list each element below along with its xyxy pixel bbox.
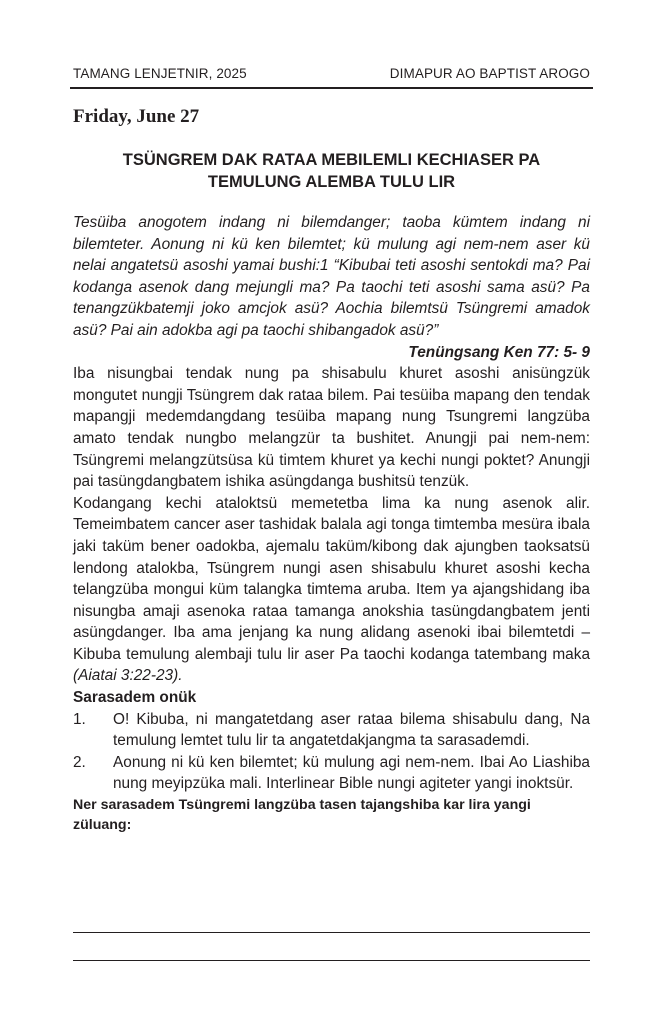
header-organization: DIMAPUR AO BAPTIST AROGO <box>389 66 590 81</box>
paragraph-2-text: Kodangang kechi ataloktsü memetetba lima ka nung asenok alir. Temeimbatem cancer aser tashidak balala agi tonga timtemba mesüra ibala jaki taküm bener oadokba, ajemalu taküm/kibong dak ajungben taoksatsü lendong atalokba, Tsüngrem nungi asen shisabulu khuret asoshi kecha telangzüba mongui küm talangka timtema aruba. Item ya ajangshidang iba nisungba amaji asenoka rataa tamanga anokshia tasüngdangbatem jenti asüngdanger. Iba ama jenjang ka nung alidang asenoki ibai bilemtetdi – Kibuba temulung alembaji tulu lir aser Pa taochi kodanga tatembang maka <box>73 494 590 663</box>
list-item <box>73 709 590 752</box>
scripture-reference: Tenüngsang Ken 77: 5- 9 <box>408 343 590 361</box>
list-item-number: 2. <box>73 753 86 771</box>
page-header <box>73 66 590 84</box>
list-item-text: Aonung ni kü ken bilemtet; kü mulung agi nem-nem. Ibai Ao Liashiba nung meyipzüka mali. Interlinear Bible nungi agiteter yangi inoktsür. <box>113 753 590 793</box>
list-item <box>73 752 590 795</box>
devotion-date: Friday, June 27 <box>73 106 200 127</box>
paragraph-2-reference: (Aiatai 3:22-23). <box>73 667 183 685</box>
writing-line-1 <box>73 932 590 933</box>
scripture-quote: Tesüiba anogotem indang ni bilemdanger; taoba kümtem indang ni bilemteter. Aonung ni kü ken bilemtet; kü mulung agi nem-nem aser kü nelai angatetsü asoshi yamai bushi:1 “Kibubai teti asoshi sentokdi ma? Pai kodanga asenok dang mejungli ma? Pa taochi teti asoshi sama asü? Pa tenangzükbatemji joko amcjok asü? Aochia bilemtsü Tsüngremi amadok asü? Pai ain adokba agi pa taochi shibangadok asü?” <box>73 214 590 339</box>
prayer-points-list <box>73 709 590 795</box>
prayer-heading: Sarasadem onük <box>73 689 197 707</box>
reflection-prompt: Ner sarasadem Tsüngremi langzüba tasen tajangshiba kar lira yangi züluang: <box>73 797 531 834</box>
list-item-number: 1. <box>73 710 86 728</box>
title-line-2: TEMULUNG ALEMBA TULU LIR <box>207 173 456 191</box>
header-rule <box>70 87 593 89</box>
header-publication: TAMANG LENJETNIR, 2025 <box>73 66 247 81</box>
title-line-1: TSÜNGREM DAK RATAA MEBILEMLI KECHIASER PA <box>122 151 541 169</box>
devotion-body <box>73 212 590 835</box>
list-item-text: O! Kibuba, ni mangatetdang aser rataa bilema shisabulu dang, Na temulung lemtet tulu lir ta angatetdakjangma ta sarasademdi. <box>113 710 590 750</box>
writing-line-2 <box>73 960 590 961</box>
body-paragraph-2 <box>73 493 590 687</box>
body-paragraph-1: Iba nisungbai tendak nung pa shisabulu khuret asoshi anisüngzük mongutet nungji Tsüngrem dak rataa bilem. Pai tesüiba mapang den tendak mapangji medemdangdang tesüiba mapang nung Tsungremi langzüba amato tendak nungbo melangzür ta bushitet. Anungji pai nem-nem: Tsüngremi melangzütsüsa kü timtem khuret ya kechi nungi poktet? Anungji pai tasüngdangbatem ishika asüngdanga bushitsü tenzük. <box>73 365 590 491</box>
devotion-title <box>73 149 590 193</box>
